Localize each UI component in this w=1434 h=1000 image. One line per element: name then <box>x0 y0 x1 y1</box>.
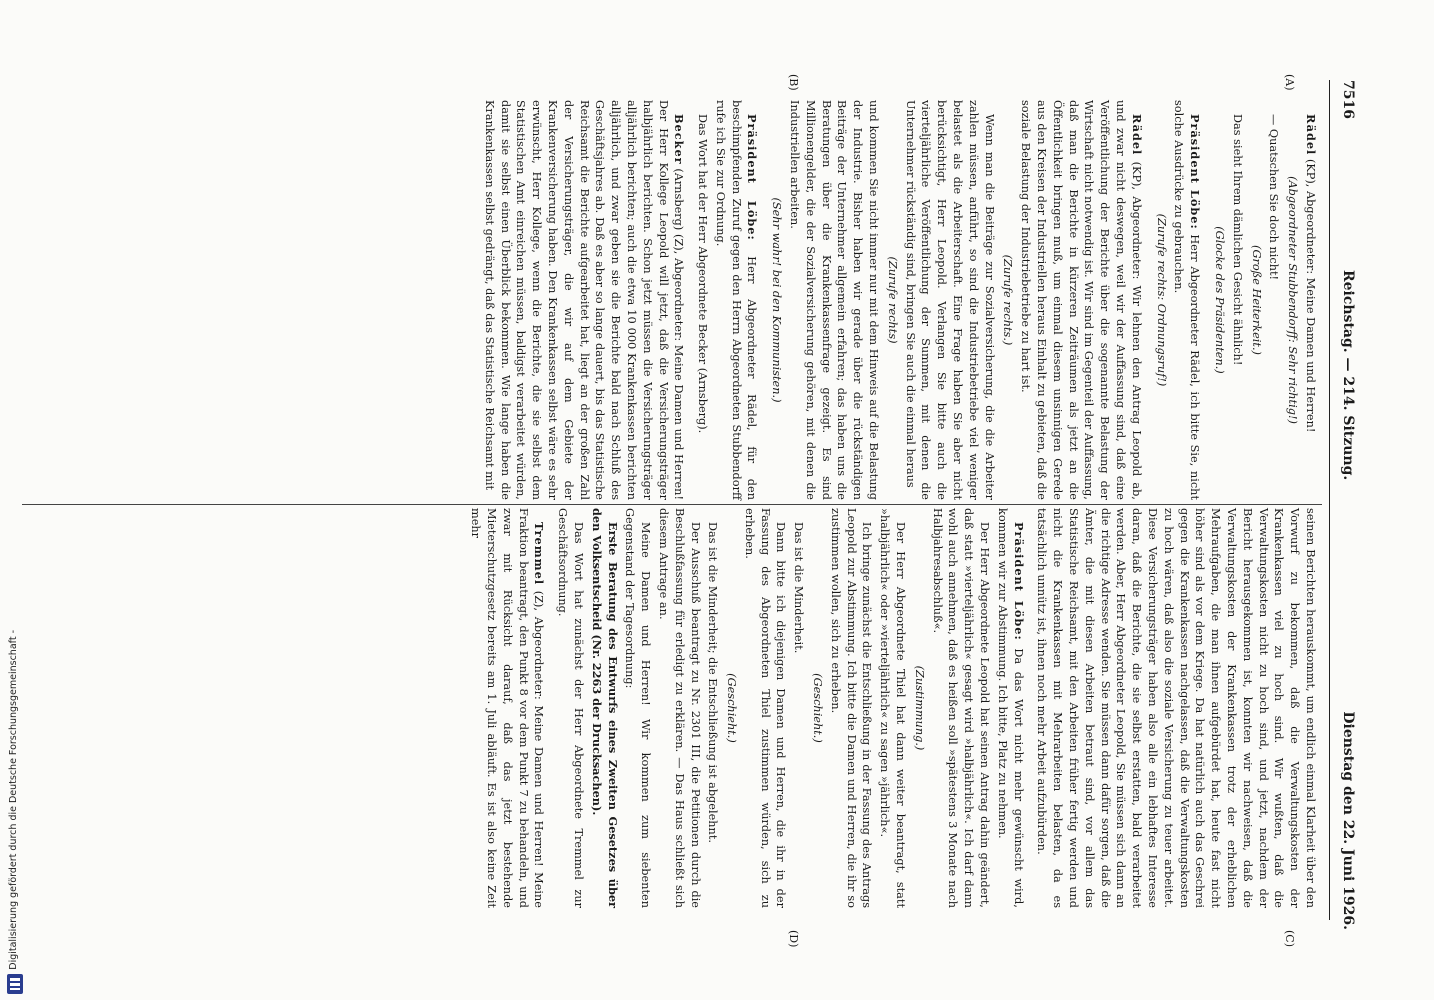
stage-direction: (Große Heiterkeit.) <box>1249 245 1263 355</box>
stage-direction: (Sehr wahr! bei den Kommunisten.) <box>770 197 784 403</box>
speaker-name: Rädel <box>1129 114 1144 156</box>
credit-text: Digitalisierung gefördert durch die Deutsche Forschungsgemeinschaft - <box>8 630 19 970</box>
paragraph: seinen Berichten herauskommt, um endlich einmal Klarheit über den Vorwurf zu bekommen, daß die Verwaltungskosten der Krankenkassen viel zu hoch sind. Wir wußten, daß die Verwaltungskosten nicht zu hoch sind, und jetzt, nachdem der Bericht herausgekommen ist, konnten wir nachweisen, daß die Verwaltungskosten der Krankenkassen trotz der erheblichen Mehraufgaben, die man ihnen aufgebürdet hat, heute fast nicht höher sind als vor dem Kriege. Da hat natürlich auch das Geschrei gegen die Krankenkassen nachgelassen, daß die Verwaltungskosten zu hoch wären, daß also die soziale Versicherung zu teuer arbeitet. Diese Versicherungsträger haben also alle ein lebhaftes Interesse daran, daß die Berichte, die sie selbst erstatten, bald verarbeitet werden. Aber, Herr Abgeordneter Leopold, Sie müssen sich dann an die richtige Adresse wenden. Sie müssen dann dafür sorgen, daß die Ämter, die mit diesen Arbeiten betraut sind, vor allem das Statistische Reichsamt, mit den Arbeiten früher fertig werden und nicht die Krankenkassen mit Mehrarbeiten belasten, da es tatsächlich unnütz ist, ihnen noch mehr Arbeit aufzubürden. <box>1035 508 1317 908</box>
stage-direction: (Zurufe rechts) <box>885 256 899 344</box>
stage-direction: (Zurufe rechts: Ordnungsruf!) <box>1154 213 1168 387</box>
speaker-name: Becker <box>672 114 687 165</box>
paragraph: Der Ausschuß beantragt zu Nr. 2301 III, die Petitionen durch die Beschlußfassung für erledigt zu erklären. — Das Haus schließt sich diesem Antrage an. <box>656 508 702 908</box>
paragraph: — Quatschen Sie doch nicht! <box>1267 114 1281 281</box>
column-divider <box>22 504 1322 505</box>
paragraph <box>1017 100 1143 500</box>
header-date: Dienstag den 22. Juni 1926. <box>1340 711 1356 930</box>
paragraph-text: (KP), Abgeordneter: Meine Damen und Herren! <box>1304 158 1317 433</box>
paragraph: Der Herr Abgeordnete Leopold hat seinen Antrag dahin geändert, daß statt »vierteljährlich« gesagt wird »halbjährlich«. Ich darf dann wohl auch annehmen, daß es heißen soll »spätestens 3 Monate nach Halbjahresabschluß«. <box>930 508 992 908</box>
header-title: Reichstag. — 214. Sitzung. <box>1340 270 1356 481</box>
paragraph: Das Wort hat der Herr Abgeordnete Becker (Arnsberg). <box>696 114 710 434</box>
paragraph-text: (Arnsberg) (Z), Abgeordneter: Meine Damen und Herren! Der Herr Kollege Leopold will jetzt, daß die Versicherungsträger halbjährlich berichten. Schon jetzt müssen die Versicherungsträger alljährlich berichten; auch die etwa 10 000 Krankenkassen berichten alljährlich, und zwar geben sie die Berichte bald nach Schluß des Geschäftsjahres ab. Daß es aber so lange dauert, bis das Statistische Reichsamt die Berichte aufgearbeitet hat, liegt an der großen Zahl der Versicherungsträger, die wir auf dem Gebiete der Krankenversicherung haben. Den Krankenkassen selbst wäre es sehr erwünscht, Herr Kollege, wenn die Berichte, die sie selbst dem Statistischen Amt einreichen müssen, baldigst verarbeitet würden, damit sie selbst einen Überblick bekommen. Wie lange haben die Krankenkassen selbst gedrängt, daß das Statistische Reichsamt mit <box>482 100 686 501</box>
left-column <box>18 100 1318 500</box>
speaker-name: Rädel <box>1304 114 1318 156</box>
paragraph-text: Da das Wort nicht mehr gewünscht wird, kommen wir zur Abstimmung. Ich bitte, Platz zu nehmen. <box>995 508 1025 908</box>
stage-direction: (Glocke des Präsidenten.) <box>1213 226 1227 374</box>
paragraph: Das ist die Minderheit; die Entschließung ist abgelehnt. <box>706 522 720 843</box>
margin-marker-d: (D) <box>787 930 800 948</box>
paragraph: Das ist die Minderheit. <box>792 522 806 654</box>
agenda-item: Erste Beratung des Entwurfs eines Zweiten Gesetzes über den Volksentscheid (Nr. 2263 der Drucksachen). <box>589 508 620 908</box>
stage-direction: (Zurufe rechts.) <box>1001 254 1015 346</box>
paragraph <box>467 508 546 908</box>
paragraph: Das sieht Ihrem dämlichen Gesicht ähnlich! <box>1230 114 1244 366</box>
paragraph <box>1171 100 1203 500</box>
paragraph: Wenn man die Beiträge zur Sozialversicherung, die die Arbeiter zahlen müssen, anführt, so sind die Industriebetriebe viel weniger belastet als die Arbeiterschaft. Eine Frage haben Sie aber nicht berücksichtigt, Herr Leopold. Verlangen Sie bitte auch die vierteljährliche Veröffentlichung der Summen, mit denen die Unternehmer rückständig sind, bringen Sie auch die einmal heraus <box>903 100 996 500</box>
paragraph <box>481 100 686 500</box>
paragraph: Das Wort hat zunächst der Herr Abgeordnete Tremmel zur Geschäftsordnung. <box>556 508 585 908</box>
right-column <box>18 508 1318 908</box>
paragraph <box>712 100 759 500</box>
paragraph-text: Herr Abgeordneter Rädel, ich bitte Sie, nicht solche Ausdrücke zu gebrauchen. <box>1172 100 1202 500</box>
stage-direction: (Abgeordneter Stubbendorff: Sehr richtig!) <box>1286 176 1300 424</box>
digitization-credit <box>6 1 24 996</box>
page-number: 7516 <box>1340 80 1356 119</box>
paragraph: und kommen Sie nicht immer nur mit dem Hinweis auf die Belastung der Industrie. Bisher haben wir gerade über die rückständigen Beiträge der Unternehmer allgemein erfahren; das haben uns die Beratungen über die Krankenkassenfrage gezeigt. Es sind Millionengelder, die der Sozialversicherung gehören, mit denen die Industriellen arbeiten. <box>788 100 881 500</box>
paragraph: Der Herr Abgeordnete Thiel hat dann weiter beantragt, statt »halbjährlich« oder »vierteljährlich« zu sagen »jährlich«. <box>878 508 908 908</box>
header-rule <box>1329 80 1330 920</box>
paragraph-text: (Z), Abgeordneter: Meine Damen und Herren! Meine Fraktion beantragt, den Punkt 8 vor dem Punkt 7 zu behandeln, und zwar mit Rücksicht darauf, daß das jetzt bestehende Mieterschutzgesetz bereits am 1. Juli abläuft. Es ist also keine Zeit mehr <box>469 508 546 908</box>
paragraph-text: (KP), Abgeordneter: Wir lehnen den Antrag Leopold ab, und zwar nicht deswegen, weil wir der Auffassung sind, daß eine Veröffentlichung der Berichte über die sogenannte Belastung der Wirtschaft nicht notwendig ist. Wir sind im Gegenteil der Auffassung, daß man die Berichte in kürzeren Zeiträumen als jetzt an die Öffentlichkeit bringen muß, um einmal diesem unsinnigen Gerede aus den Kreisen der Industriellen heraus Einhalt zu gebieten, daß die soziale Belastung der Industriebetriebe zu hart ist. <box>1019 100 1143 500</box>
stage-direction: (Zustimmung.) <box>912 665 926 751</box>
paragraph: Ich bringe zunächst die Entschließung in der Fassung des Antrags Leopold zur Abstimmung. Ich bitte die Damen und Herren, die ihr so zustimmen wollen, sich zu erheben. <box>828 508 874 908</box>
margin-marker-a: (A) <box>1283 74 1296 91</box>
stage-direction: (Geschieht.) <box>811 673 825 743</box>
page-header <box>1332 50 1356 950</box>
margin-marker-b: (B) <box>787 74 800 91</box>
stage-direction: (Geschieht.) <box>725 673 739 743</box>
paragraph: Meine Damen und Herren! Wir kommen zum siebenten Gegenstand der Tagesordnung: <box>623 508 653 908</box>
paragraph: Dann bitte ich diejenigen Damen und Herren, die ihr in der Fassung des Abgeordneten Thiel zustimmen würden, sich zu erheben. <box>742 508 788 908</box>
speaker-name: Präsident Löbe: <box>1188 114 1203 230</box>
speaker-name: Präsident Löbe: <box>1011 522 1026 641</box>
dfg-logo-icon <box>7 974 23 994</box>
margin-marker-c: (C) <box>1283 930 1296 947</box>
paragraph <box>994 508 1026 908</box>
speaker-name: Tremmel <box>532 522 547 586</box>
paragraph <box>1302 100 1318 500</box>
speaker-name: Präsident Löbe: <box>745 114 760 241</box>
paragraph-text: Herr Abgeordneter Rädel, für den beschimpfenden Zuruf gegen den Herrn Abgeordneten Stubbendorff rufe ich Sie zur Ordnung. <box>713 100 759 500</box>
